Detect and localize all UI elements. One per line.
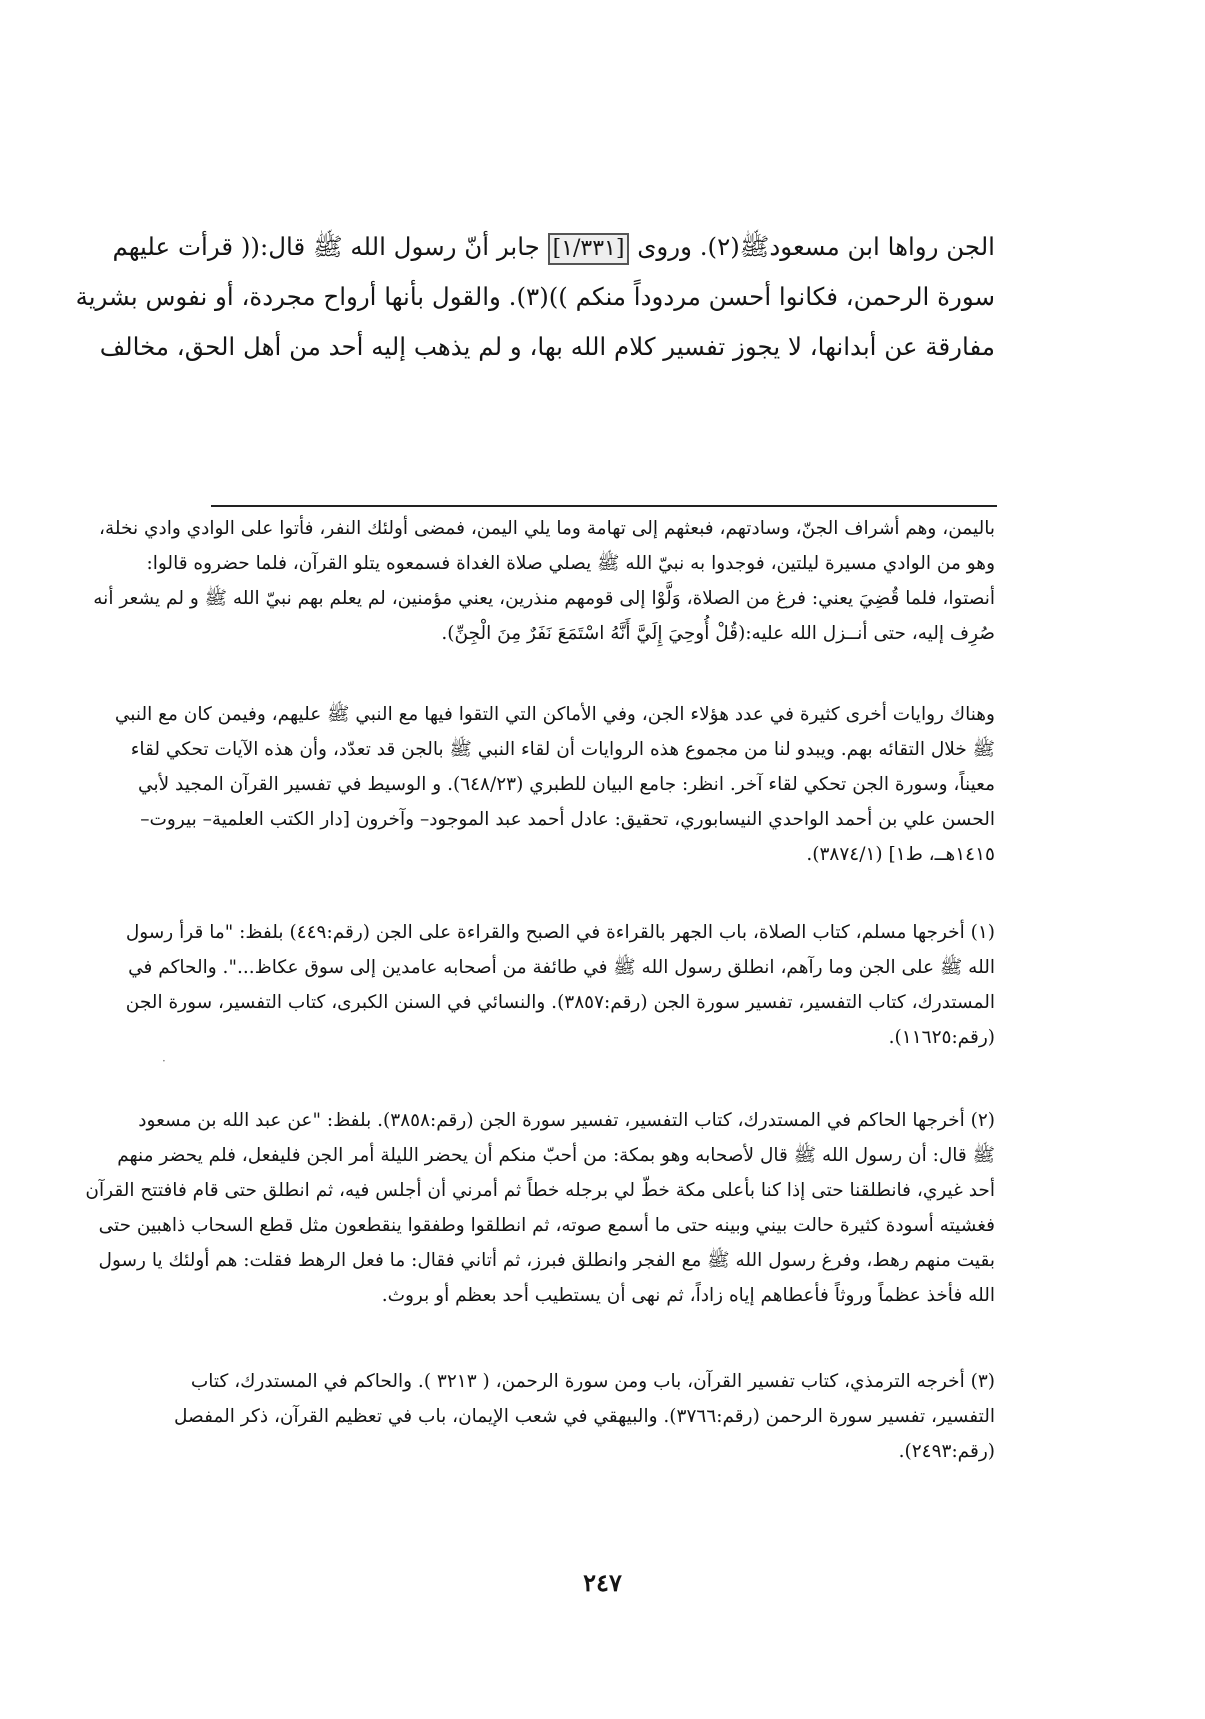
footnote-line: صُرِف إليه، حتى أنــزل الله عليه:(قُلْ أُوحِيَ إِلَيَّ أَنَّهُ اسْتَمَعَ نَفَرٌ مِنَ الْجِنِّ). — [441, 623, 995, 644]
footnote-line: الله فأخذ عظماً وروثاً فأعطاهم إياه زاداً، ثم نهى أن يستطيب أحد بعظم أو بروث. — [381, 1285, 995, 1306]
footnote-line: بقيت منهم رهط، وفرغ رسول الله ﷺ مع الفجر وانطلق فبرز، ثم أتاني فقال: ما فعل الرهط فقلت: هم أولئك يا رسول — [98, 1250, 995, 1271]
footnote-line: أنصتوا، فلما قُضِيَ يعني: فرغ من الصلاة، وَلَّوْا إلى قومهم منذرين، يعني مؤمنين، لم يعلم بهم نبيّ الله ﷺ و لم يشعر أنه — [93, 588, 995, 609]
footnote-line: (رقم:٢٤٩٣). — [898, 1441, 995, 1462]
page-number: ٢٤٧ — [583, 1568, 622, 1597]
footnote-line: فغشيته أسودة كثيرة حالت بيني وبينه حتى ما أسمع صوته، ثم انطلقوا وطفقوا ينقطعون مثل قطع السحاب ذاهبين حتى — [98, 1215, 995, 1236]
volume-page-marker: [١/٣٣١] — [548, 233, 630, 265]
footnote-line: ﷺ خلال التقائه بهم. ويبدو لنا من مجموع هذه الروايات أن لقاء النبي ﷺ بالجن قد تعدّد، وأن هذه الآيات تحكي لقاء — [130, 739, 995, 760]
footnote-line: وهو من الوادي مسيرة ليلتين، فوجدوا به نبيّ الله ﷺ يصلي صلاة الغداة فسمعوه يتلو القرآن، فلما حضروه قالوا: — [146, 553, 995, 574]
footnote-line: الله ﷺ على الجن وما رآهم، انطلق رسول الله ﷺ في طائفة من أصحابه عامدين إلى سوق عكاظ...". والحاكم في — [128, 957, 995, 978]
main-line-2: سورة الرحمن، فكانوا أحسن مردوداً منكم ))(٣). والقول بأنها أرواح مجردة، أو نفوس بشرية — [75, 282, 995, 311]
footnote-line: التفسير، تفسير سورة الرحمن (رقم:٣٧٦٦). والبيهقي في شعب الإيمان، باب في تعظيم القرآن، ذكر المفصل — [174, 1406, 995, 1427]
footnote-line: (٣) أخرجه الترمذي، كتاب تفسير القرآن، باب ومن سورة الرحمن، ( ٣٢١٣ ). والحاكم في المستدرك، كتاب — [190, 1371, 995, 1392]
main-line-1-start: الجن رواها ابن مسعودﷺ(٢). وروى — [629, 232, 995, 261]
margin-dot: · — [162, 1054, 166, 1068]
main-line-1 — [112, 222, 995, 272]
footnote-line: باليمن، وهم أشراف الجنّ، وسادتهم، فبعثهم إلى تهامة وما يلي اليمن، فمضى أولئك النفر، فأتوا على الوادي وادي نخلة، — [99, 518, 995, 539]
footnote-divider — [211, 505, 997, 507]
footnote-line: المستدرك، كتاب التفسير، تفسير سورة الجن (رقم:٣٨٥٧). والنسائي في السنن الكبرى، كتاب التفسير، سورة الجن — [125, 992, 995, 1013]
footnote-line: (رقم:١١٦٢٥). — [888, 1027, 995, 1048]
footnote-line: (٢) أخرجها الحاكم في المستدرك، كتاب التفسير، تفسير سورة الجن (رقم:٣٨٥٨). بلفظ: "عن عبد الله بن مسعود — [138, 1110, 995, 1131]
footnote-line: (١) أخرجها مسلم، كتاب الصلاة، باب الجهر بالقراءة في الصبح والقراءة على الجن (رقم:٤٤٩) بلفظ: "ما قرأ رسول — [125, 922, 995, 943]
footnote-line: وهناك روايات أخرى كثيرة في عدد هؤلاء الجن، وفي الأماكن التي التقوا فيها مع النبي ﷺ عليهم، وفيمن كان مع النبي — [114, 704, 995, 725]
footnote-line: معيناً، وسورة الجن تحكي لقاء آخر. انظر: جامع البيان للطبري (٦٤٨/٢٣). و الوسيط في تفسير القرآن المجيد لأبي — [138, 774, 995, 795]
main-line-3: مفارقة عن أبدانها، لا يجوز تفسير كلام الله بها، و لم يذهب إليه أحد من أهل الحق، مخالف — [99, 332, 995, 361]
footnote-line: الحسن علي بن أحمد الواحدي النيسابوري، تحقيق: عادل أحمد عبد الموجود– وآخرون [دار الكتب العلمية– بيروت– — [140, 809, 995, 830]
footnote-line: ١٤١٥هــ، ط١] (٣٨٧٤/١). — [806, 844, 995, 865]
footnote-line: أحد غيري، فانطلقنا حتى إذا كنا بأعلى مكة خطّ لي برجله خطاً ثم أمرني أن أجلس فيه، ثم انطلق حتى قام فافتتح القرآن — [85, 1180, 995, 1201]
main-line-1-end: جابر أنّ رسول الله ﷺ قال:(( قرأت عليهم — [112, 232, 548, 261]
footnote-line: ﷺ قال: أن رسول الله ﷺ قال لأصحابه وهو بمكة: من أحبّ منكم أن يحضر الليلة أمر الجن فليفعل، فلم يحضر منهم — [117, 1145, 995, 1166]
